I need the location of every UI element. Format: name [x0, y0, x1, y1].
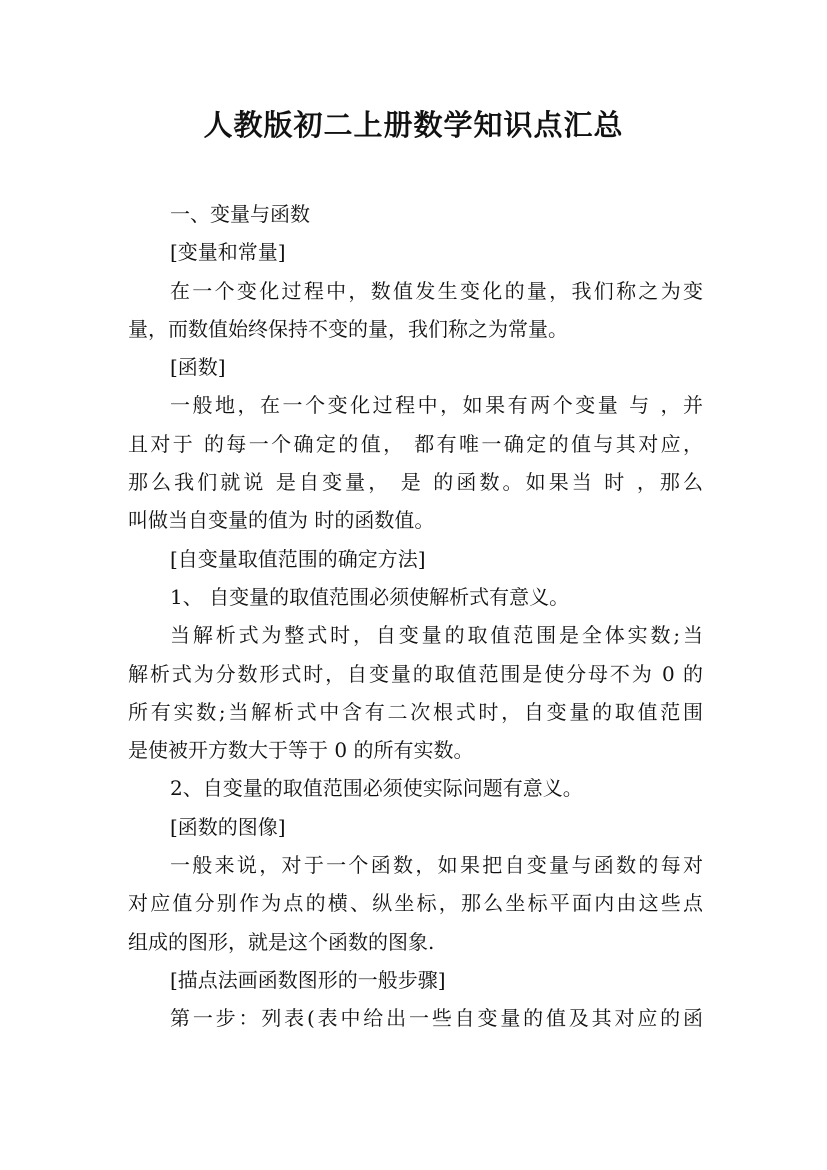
text-line: 叫做当自变量的值为 时的函数值。: [128, 508, 435, 533]
text-line: 量，而数值始终保持不变的量，我们称之为常量。: [128, 316, 568, 341]
text-line: [自变量取值范围的确定方法]: [170, 546, 426, 571]
text-line: [函数的图像]: [170, 814, 286, 839]
text-line: 一般地，在一个变化过程中，如果有两个变量 与 ，并: [170, 393, 703, 418]
text-line: 一般来说，对于一个函数，如果把自变量与函数的每对: [170, 853, 703, 878]
text-line: [描点法画函数图形的一般步骤]: [170, 967, 446, 992]
document-body: [128, 195, 703, 1038]
text-line: 在一个变化过程中，数值发生变化的量，我们称之为变: [170, 278, 703, 303]
text-line: [变量和常量]: [170, 240, 286, 265]
text-line: 所有实数;当解析式中含有二次根式时，自变量的取值范围: [128, 699, 703, 724]
text-line: 第一步：列表(表中给出一些自变量的值及其对应的函: [170, 1006, 703, 1031]
text-line: 一、变量与函数: [170, 202, 310, 226]
text-line: 那么我们就说 是自变量， 是 的函数。如果当 时 ，那么: [128, 470, 703, 495]
text-line: 2、自变量的取值范围必须使实际问题有意义。: [170, 776, 583, 801]
text-line: [函数]: [170, 355, 226, 380]
text-line: 是使被开方数大于等于 0 的所有实数。: [128, 738, 474, 763]
text-line: 当解析式为整式时，自变量的取值范围是全体实数;当: [170, 623, 703, 648]
page-title: 人教版初二上册数学知识点汇总: [203, 108, 624, 142]
text-line: 且对于 的每一个确定的值， 都有唯一确定的值与其对应，: [128, 431, 703, 456]
text-line: 对应值分别作为点的横、纵坐标，那么坐标平面内由这些点: [128, 891, 703, 916]
text-line: 1、 自变量的取值范围必须使解析式有意义。: [170, 584, 570, 609]
text-line: 组成的图形，就是这个函数的图象.: [128, 929, 435, 954]
text-line: 解析式为分数形式时，自变量的取值范围是使分母不为 0 的: [128, 661, 703, 686]
